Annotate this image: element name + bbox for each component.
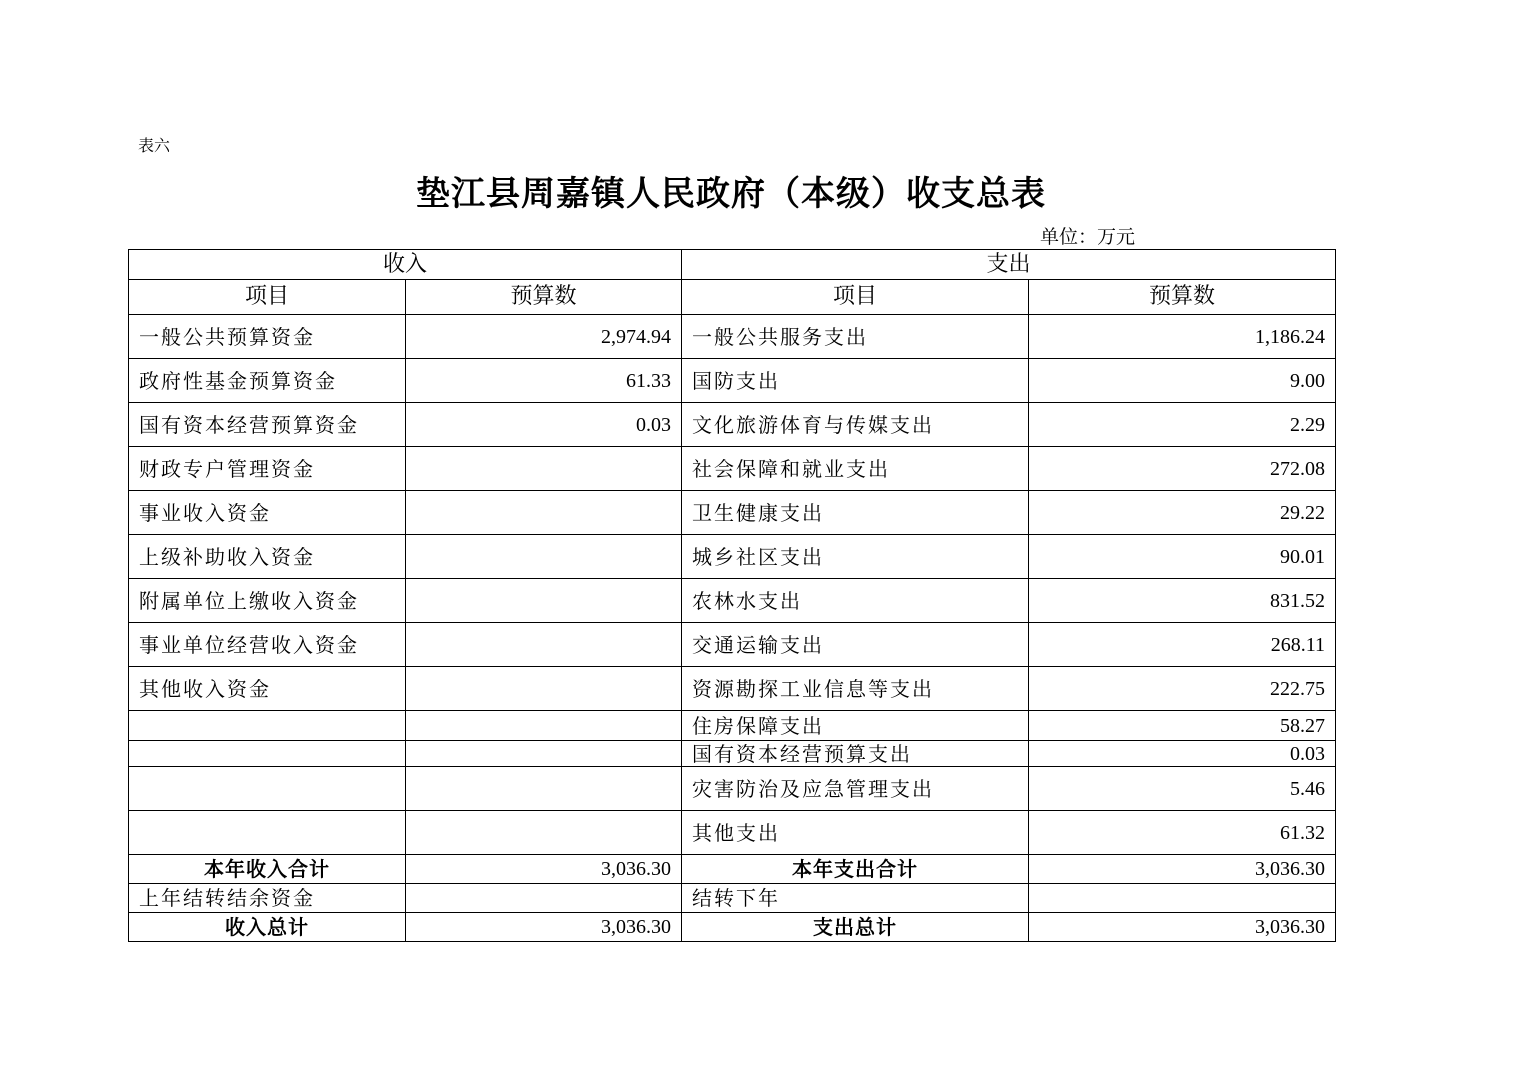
column-header-row: [129, 280, 1336, 315]
table-label: 表六: [138, 136, 171, 155]
expense-value-cell: 9.00: [1029, 359, 1336, 403]
income-item-cell: [129, 811, 406, 855]
budget-summary-table: [128, 249, 1336, 942]
table-row: [129, 447, 1336, 491]
expense-item-cell: 一般公共服务支出: [682, 315, 1029, 359]
income-value-cell: 2,974.94: [406, 315, 682, 359]
expense-value-cell: 272.08: [1029, 447, 1336, 491]
table-row: [129, 711, 1336, 741]
expense-value-cell: 5.46: [1029, 767, 1336, 811]
income-label-cell: 收入总计: [129, 913, 406, 942]
section-header-row: [129, 250, 1336, 280]
income-item-cell: 一般公共预算资金: [129, 315, 406, 359]
expense-value-cell: 268.11: [1029, 623, 1336, 667]
expense-budget-header: 预算数: [1029, 280, 1336, 315]
income-budget-header: 预算数: [406, 280, 682, 315]
income-value-cell: [406, 623, 682, 667]
expense-item-header: 项目: [682, 280, 1029, 315]
income-value-cell: [406, 811, 682, 855]
income-item-cell: 其他收入资金: [129, 667, 406, 711]
income-label-cell: 本年收入合计: [129, 855, 406, 884]
expense-item-cell: 农林水支出: [682, 579, 1029, 623]
income-section-header: 收入: [129, 250, 682, 280]
expense-section-header: 支出: [682, 250, 1336, 280]
income-item-cell: 财政专户管理资金: [129, 447, 406, 491]
expense-value-cell: 90.01: [1029, 535, 1336, 579]
income-value-cell: 0.03: [406, 403, 682, 447]
income-value-cell: [406, 491, 682, 535]
expense-label-cell: 结转下年: [682, 884, 1029, 913]
expense-label-cell: 本年支出合计: [682, 855, 1029, 884]
expense-value-cell: 3,036.30: [1029, 913, 1336, 942]
expense-label-cell: 支出总计: [682, 913, 1029, 942]
subtotal-row: [129, 855, 1336, 884]
income-item-cell: 国有资本经营预算资金: [129, 403, 406, 447]
income-value-cell: [406, 535, 682, 579]
table-row: [129, 491, 1336, 535]
income-item-header: 项目: [129, 280, 406, 315]
income-value-cell: [406, 711, 682, 741]
income-value-cell: [406, 741, 682, 767]
expense-value-cell: 58.27: [1029, 711, 1336, 741]
income-value-cell: [406, 447, 682, 491]
table-row: [129, 741, 1336, 767]
table-row: [129, 623, 1336, 667]
table-row: [129, 667, 1336, 711]
expense-item-cell: 其他支出: [682, 811, 1029, 855]
expense-item-cell: 灾害防治及应急管理支出: [682, 767, 1029, 811]
expense-item-cell: 资源勘探工业信息等支出: [682, 667, 1029, 711]
table-row: [129, 579, 1336, 623]
table-row: [129, 767, 1336, 811]
expense-item-cell: 城乡社区支出: [682, 535, 1029, 579]
carry-over-row: [129, 884, 1336, 913]
income-value-cell: 61.33: [406, 359, 682, 403]
unit-label: 单位：万元: [1040, 226, 1136, 248]
income-value-cell: [406, 667, 682, 711]
expense-value-cell: 222.75: [1029, 667, 1336, 711]
expense-value-cell: 61.32: [1029, 811, 1336, 855]
income-item-cell: [129, 767, 406, 811]
income-item-cell: 上级补助收入资金: [129, 535, 406, 579]
table-row: [129, 535, 1336, 579]
expense-value-cell: 3,036.30: [1029, 855, 1336, 884]
income-value-cell: [406, 767, 682, 811]
table-row: [129, 359, 1336, 403]
income-value-cell: [406, 579, 682, 623]
income-label-cell: 上年结转结余资金: [129, 884, 406, 913]
expense-value-cell: 0.03: [1029, 741, 1336, 767]
expense-item-cell: 住房保障支出: [682, 711, 1029, 741]
table-row: [129, 315, 1336, 359]
income-item-cell: [129, 711, 406, 741]
income-item-cell: 政府性基金预算资金: [129, 359, 406, 403]
expense-item-cell: 交通运输支出: [682, 623, 1029, 667]
income-value-cell: 3,036.30: [406, 913, 682, 942]
income-value-cell: [406, 884, 682, 913]
expense-item-cell: 社会保障和就业支出: [682, 447, 1029, 491]
income-item-cell: 事业单位经营收入资金: [129, 623, 406, 667]
expense-value-cell: 2.29: [1029, 403, 1336, 447]
income-value-cell: 3,036.30: [406, 855, 682, 884]
expense-item-cell: 卫生健康支出: [682, 491, 1029, 535]
income-item-cell: 事业收入资金: [129, 491, 406, 535]
expense-item-cell: 国有资本经营预算支出: [682, 741, 1029, 767]
expense-item-cell: 文化旅游体育与传媒支出: [682, 403, 1029, 447]
expense-value-cell: 1,186.24: [1029, 315, 1336, 359]
expense-value-cell: 29.22: [1029, 491, 1336, 535]
income-item-cell: [129, 741, 406, 767]
grand-total-row: [129, 913, 1336, 942]
income-item-cell: 附属单位上缴收入资金: [129, 579, 406, 623]
expense-value-cell: [1029, 884, 1336, 913]
document-title: 垫江县周嘉镇人民政府（本级）收支总表: [416, 174, 1046, 214]
expense-value-cell: 831.52: [1029, 579, 1336, 623]
table-row: [129, 403, 1336, 447]
table-row: [129, 811, 1336, 855]
expense-item-cell: 国防支出: [682, 359, 1029, 403]
